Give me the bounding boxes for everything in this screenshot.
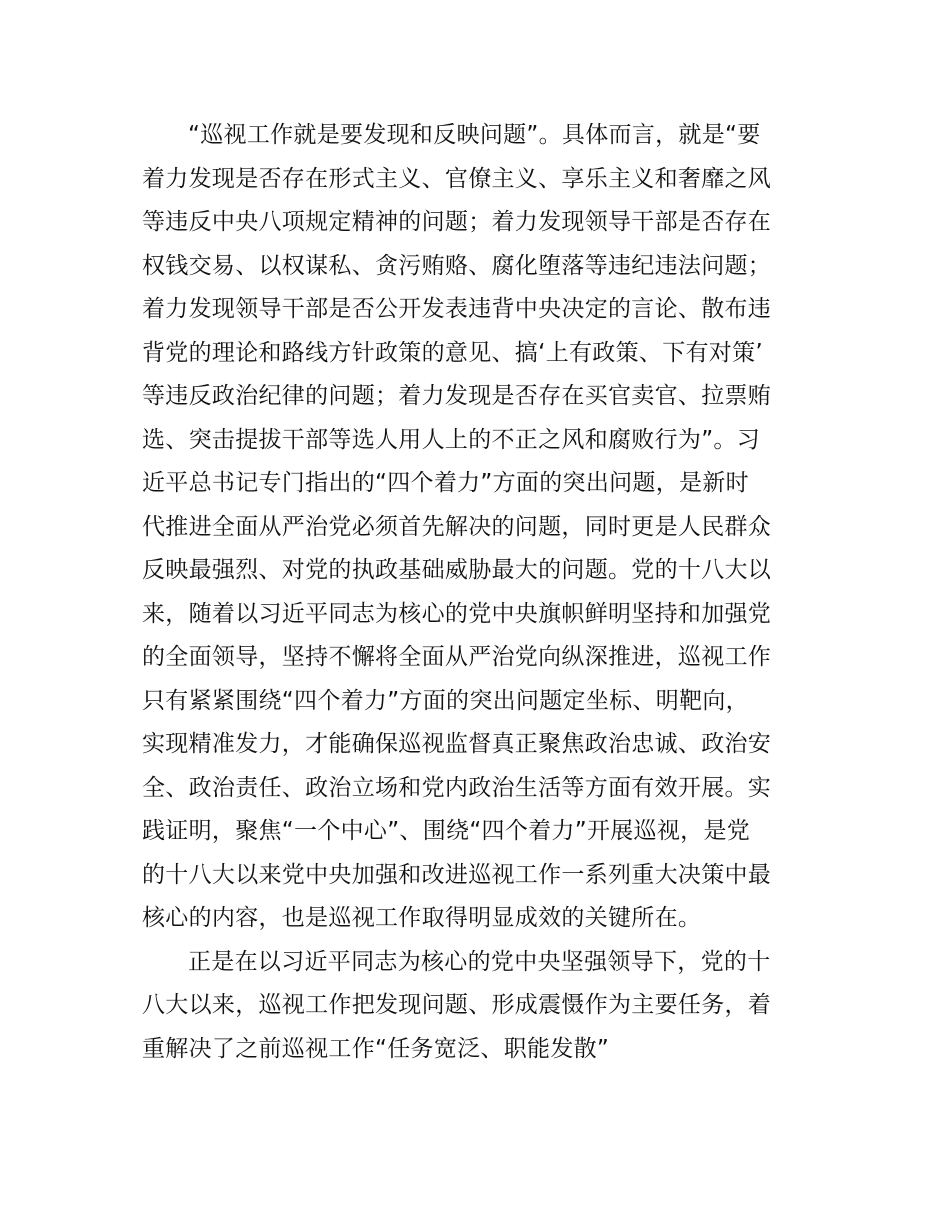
text-line: 的十八大以来党中央加强和改进巡视工作一系列重大决策中最 xyxy=(142,861,772,888)
text-line: 的全面领导，坚持不懈将全面从严治党向纵深推进，巡视工作 xyxy=(142,644,772,670)
text-line: 等违反政治纪律的问题；着力发现是否存在买官卖官、拉票贿 xyxy=(142,383,772,409)
text-line: 来，随着以习近平同志为核心的党中央旗帜鲜明坚持和加强党 xyxy=(142,600,772,627)
text-line: 反映最强烈、对党的执政基础威胁最大的问题。党的十八大以 xyxy=(142,557,772,583)
paragraph-1 xyxy=(142,114,812,941)
text-line: 等违反中央八项规定精神的问题；着力发现领导干部是否存在 xyxy=(142,209,772,235)
text-line: 践证明，聚焦“一个中心”、围绕“四个着力”开展巡视，是党 xyxy=(142,818,751,844)
text-line: 权钱交易、以权谋私、贪污贿赂、腐化堕落等违纪违法问题； xyxy=(142,252,772,279)
text-line: “巡视工作就是要发现和反映问题”。具体而言，就是“要 xyxy=(188,122,761,148)
text-line: 实现精准发力，才能确保巡视监督真正聚焦政治忠诚、政治安 xyxy=(142,731,772,757)
text-line: 近平总书记专门指出的“四个着力”方面的突出问题，是新时 xyxy=(142,470,749,496)
text-line: 正是在以习近平同志为核心的党中央坚强领导下，党的十 xyxy=(188,948,771,975)
text-line: 只有紧紧围绕“四个着力”方面的突出问题定坐标、明靶向， xyxy=(142,687,749,714)
text-line: 重解决了之前巡视工作“任务宽泛、职能发散” xyxy=(142,1035,610,1062)
document-body xyxy=(142,114,812,1071)
text-line: 核心的内容，也是巡视工作取得明显成效的关键所在。 xyxy=(142,905,702,931)
text-line: 选、突击提拔干部等选人用人上的不正之风和腐败行为”。习 xyxy=(142,426,761,453)
text-line: 代推进全面从严治党必须首先解决的问题，同时更是人民群众 xyxy=(142,513,772,540)
text-line: 全、政治责任、政治立场和党内政治生活等方面有效开展。实 xyxy=(142,774,772,801)
text-line: 背党的理论和路线方针政策的意见、搞‘上有政策、下有对策’ xyxy=(142,339,764,366)
text-line: 着力发现领导干部是否公开发表违背中央决定的言论、散布违 xyxy=(142,296,772,322)
text-line: 着力发现是否存在形式主义、官僚主义、享乐主义和奢靡之风 xyxy=(142,165,772,192)
paragraph-2 xyxy=(142,941,812,1072)
text-line: 八大以来，巡视工作把发现问题、形成震慑作为主要任务，着 xyxy=(142,992,772,1018)
